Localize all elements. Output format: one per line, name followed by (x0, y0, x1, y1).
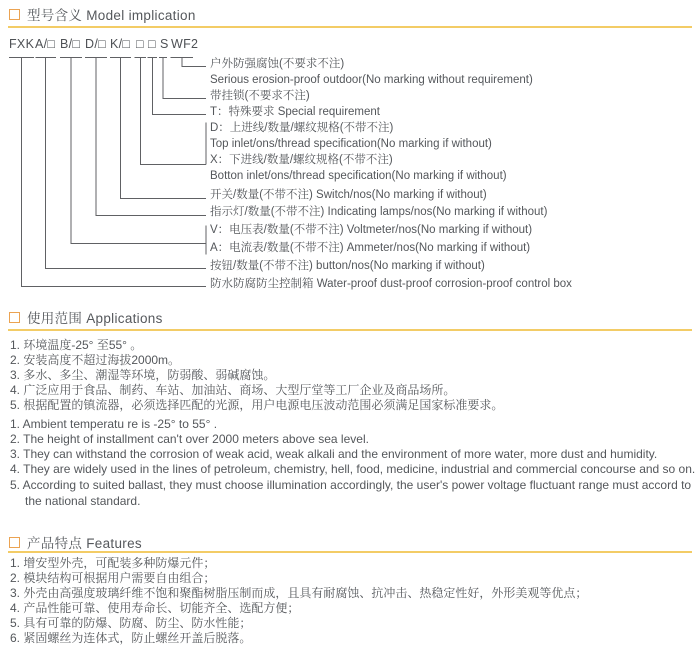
section-title-applications: 使用范围 Applications (27, 311, 163, 326)
applications-item-zh-4: 4. 广泛应用于食品、制药、车站、加油站、商场、大型厅堂等工厂企业及商品场所。 (10, 383, 456, 397)
model-desc-bottom-inlet-zh: X：下进线/数量/螺纹规格(不带不注) (210, 154, 393, 166)
model-code-segment-a: A/□ (35, 37, 56, 51)
model-desc-indicating-lamps: 指示灯/数量(不带不注) Indicating lamps/nos(No marking if without) (210, 206, 548, 218)
section-divider-features (8, 551, 692, 553)
model-desc-top-inlet-zh: D：上进线/数量/螺纹规格(不带不注) (210, 122, 394, 134)
section-header-model (9, 6, 196, 22)
model-code-segment-s: S (160, 37, 169, 51)
section-divider-applications (8, 329, 692, 331)
model-desc-control-box: 防水防腐防尘控制箱 Water-proof dust-proof corrosion-proof control box (210, 278, 572, 290)
features-item-1: 1. 增安型外壳，可配装多种防爆元件； (10, 556, 216, 570)
model-code-segment-fxk: FXK (9, 37, 35, 51)
features-item-4: 4. 产品性能可靠、使用寿命长、切能齐全、选配方便； (10, 601, 300, 615)
model-code-segment-box1: □ (136, 37, 144, 51)
section-marker-icon (9, 9, 20, 20)
section-marker-icon (9, 537, 20, 548)
section-header-features (9, 534, 142, 550)
applications-item-zh-1: 1. 环境温度-25° 至55° 。 (10, 338, 143, 352)
applications-item-en-4: 4. They are widely used in the lines of petroleum, chemistry, hell, food, medicine, industrial and commercial concourse and so on. (10, 462, 696, 476)
model-desc-outdoor-corrosion-en: Serious erosion-proof outdoor(No marking without requirement) (210, 74, 533, 86)
section-title-features: 产品特点 Features (27, 536, 142, 551)
model-desc-special-requirement: T：特殊要求 Special requirement (210, 106, 380, 118)
applications-item-zh-2: 2. 安装高度不超过海拔2000m。 (10, 353, 181, 367)
section-marker-icon (9, 312, 20, 323)
section-header-applications (9, 309, 163, 325)
model-desc-bottom-inlet-en: Botton inlet/ons/thread specification(No marking if without) (210, 170, 507, 182)
features-item-3: 3. 外壳由高强度玻璃纤维不饱和聚酯树脂压制而成，且具有耐腐蚀、抗冲击、热稳定性好，外形美观等优点； (10, 586, 588, 600)
model-code-segment-k: K/□ (110, 37, 131, 51)
features-item-2: 2. 模块结构可根据用户需要自由组合； (10, 571, 216, 585)
applications-item-en-1: 1. Ambient temperatu re is -25° to 55° . (10, 417, 218, 431)
model-code-segment-wf2: WF2 (171, 37, 199, 51)
features-item-5: 5. 具有可靠的防爆、防腐、防尘、防水性能； (10, 616, 252, 630)
applications-item-zh-3: 3. 多水、多尘、潮湿等环境，防弱酸、弱碱腐蚀。 (10, 368, 276, 382)
model-code-segment-d: D/□ (85, 37, 106, 51)
applications-item-en-5: 5. According to suited ballast, they must choose illumination accordingly, the user's power voltage fluctuant range must accord to the national standard. (10, 478, 692, 508)
model-code-segment-b: B/□ (60, 37, 81, 51)
model-desc-voltmeter: V：电压表/数量(不带不注) Voltmeter/nos(No marking if without) (210, 224, 533, 236)
model-desc-top-inlet-en: Top inlet/ons/thread specification(No marking if without) (210, 138, 492, 150)
applications-item-en-2: 2. The height of installment can't over 2000 meters above sea level. (10, 432, 369, 446)
model-desc-switch: 开关/数量(不带不注) Switch/nos(No marking if without) (210, 189, 487, 201)
section-title-model: 型号含义 Model implication (27, 8, 196, 23)
model-desc-outdoor-corrosion-zh: 户外防强腐蚀(不要求不注) (210, 58, 345, 70)
applications-item-en-3: 3. They can withstand the corrosion of weak acid, weak alkali and the environment of more water, more dust and humidity. (10, 447, 658, 461)
model-desc-ammeter: A：电流表/数量(不带不注) Ammeter/nos(No marking if without) (210, 242, 531, 254)
model-code-segment-box2: □ (148, 37, 156, 51)
features-item-6: 6. 紧固螺丝为连体式，防止螺丝开盖后脱落。 (10, 631, 252, 645)
model-desc-padlock-zh: 带挂锁(不要求不注) (210, 90, 310, 102)
model-desc-button: 按钮/数量(不带不注) button/nos(No marking if without) (210, 260, 485, 272)
applications-item-zh-5: 5. 根据配置的镇流器，必须选择匹配的光源，用户电源电压波动范围必须满足国家标准要求。 (10, 398, 504, 412)
section-divider-model (8, 26, 692, 28)
